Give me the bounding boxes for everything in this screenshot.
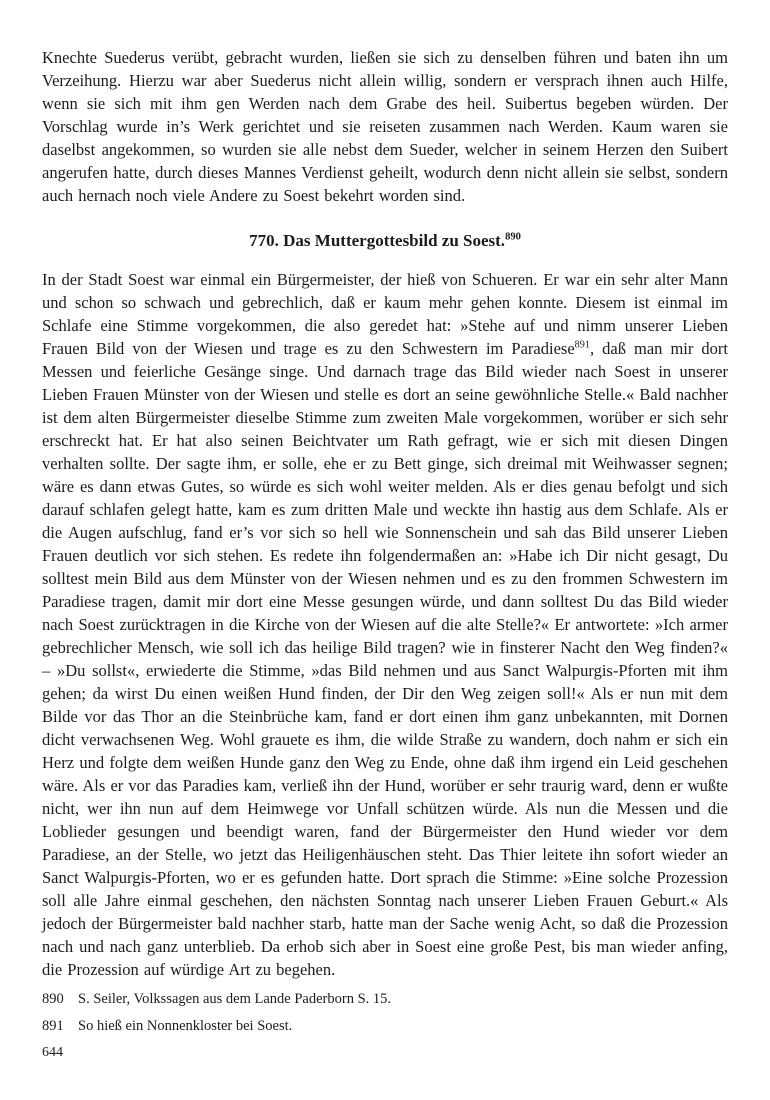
story-paragraph-part1: In der Stadt Soest war einmal ein Bürgermeister, der hieß von Schueren. Er war ein sehr alter Mann und schon so schwach und gebrechlich, daß er kaum mehr gehen konnte. Diesem ist einmal im Schlafe eine Stimme vorgekommen, die also geredet hat: »Stehe auf und nimm unserer Lieben Frauen Bild von der Wiesen und trage es zu den Schwestern im Paradiese	[42, 270, 728, 358]
footnote-number: 891	[42, 1018, 64, 1034]
footnote-text: So hieß ein Nonnenkloster bei Soest.	[78, 1018, 293, 1034]
continuation-paragraph: Knechte Suederus verübt, gebracht wurden, ließen sie sich zu denselben führen und baten ihn um Verzeihung. Hierzu war aber Suederus nicht allein willig, sondern er versprach ihnen auch Hilfe, wenn sie sich mit ihm gen Werden nach dem Grabe des heil. Suibertus begeben würden. Der Vorschlag wurde in’s Werk gerichtet und sie reiseten zusammen nach Werden. Kaum waren sie daselbst angekommen, so wurden sie alle nebst dem Sueder, welcher in seinem Herzen den Suibert angerufen hatte, durch dieses Mannes Verdienst geheilt, wodurch denn nicht allein sie selbst, sondern auch hernach noch viele Andere zu Soest bekehrt worden sind.	[42, 48, 728, 205]
story-heading-title: 770. Das Muttergottesbild zu Soest.	[249, 231, 506, 250]
heading-footnote-ref: 890	[505, 231, 521, 243]
story-paragraph	[42, 268, 728, 981]
page-content	[42, 46, 728, 981]
footnote-text: S. Seiler, Volkssagen aus dem Lande Paderborn S. 15.	[78, 991, 392, 1007]
footnote-item	[42, 990, 728, 1008]
inline-footnote-ref: 891	[574, 339, 590, 351]
story-heading	[42, 229, 728, 252]
footnote-number: 890	[42, 991, 64, 1007]
page-number: 644	[42, 1045, 63, 1060]
story-paragraph-part2: , daß man mir dort Messen und feierliche Gesänge singe. Und darnach trage das Bild wieder nach Soest in unserer Lieben Frauen Münster von der Wiesen und stelle es dort an seine gewöhnliche Stelle.« Bald nachher ist dem alten Bürgermeister dieselbe Stimme zum zweiten Male vorgekommen, worüber er sich sehr erschreckt hat. Er hat also seinen Beichtvater um Rath gefragt, wie er sich mit diesen Dingen verhalten sollte. Der sagte ihm, er solle, ehe er zu Bett ginge, sich dreimal mit Weihwasser segnen; wäre es dann etwas Gutes, so würde es sich wohl weiter melden. Als er dies genau befolgt und sich darauf schlafen gelegt hatte, kam es zum dritten Male und weckte ihn hastig aus dem Schlafe. Als er die Augen aufschlug, fand er’s vor sich so hell wie Sonnenschein und sah das Bild unserer Lieben Frauen deutlich vor sich stehen. Es redete ihn folgendermaßen an: »Habe ich Dir nicht gesagt, Du solltest mein Bild aus dem Münster von der Wiesen nehmen und es zu den frommen Schwestern im Paradiese tragen, damit mir dort eine Messe gesungen würde, und dann solltest Du das Bild wieder nach Soest zurücktragen in die Kirche von der Wiesen auf die alte Stelle?« Er antwortete: »Ich armer gebrechlicher Mensch, wie soll ich das heilige Bild tragen? wie in finsterer Nacht den Weg finden?« – »Du sollst«, erwiederte die Stimme, »das Bild nehmen und aus Sanct Walpurgis-Pforten mit ihm gehen; da wirst Du einen weißen Hund finden, der Dir den Weg zeigen soll!« Als er nun mit dem Bilde vor das Thor an die Steinbrüche kam, fand er dort einen ihm ganz unbekannten, mit Dornen dicht verwachsenen Weg. Wohl grauete es ihm, die wilde Straße zu wandern, doch nahm er sich ein Herz und folgte dem weißen Hunde ganz den Weg zu Ende, ohne daß ihm irgend ein Leid geschehen wäre. Als er vor das Paradies kam, verließ ihn der Hund, worüber er sehr traurig ward, denn er wußte nicht, wer ihn nun auf dem Heimwege vor Unfall schützen würde. Als nun die Messen und die Loblieder gesungen und beendigt waren, fand der Bürgermeister den Hund wieder vor dem Paradiese, an der Stelle, wo jetzt das Heiligenhäuschen steht. Das Thier leitete ihn sofort wieder an Sanct Walpurgis-Pforten, wo er es gefunden hatte. Dort sprach die Stimme: »Eine solche Prozession soll alle Jahre einmal geschehen, den nächsten Sonntag nach unserer Lieben Frauen Geburt.« Als jedoch der Bürgermeister bald nachher starb, hatte man der Sache wenig Acht, so daß die Prozession nach und nach ganz unterblieb. Da erhob sich aber in Soest eine große Pest, bis man wieder anfing, die Prozession auf würdige Art zu begehen.	[42, 339, 728, 979]
footnotes-section	[42, 990, 728, 1044]
footnote-item	[42, 1017, 728, 1035]
